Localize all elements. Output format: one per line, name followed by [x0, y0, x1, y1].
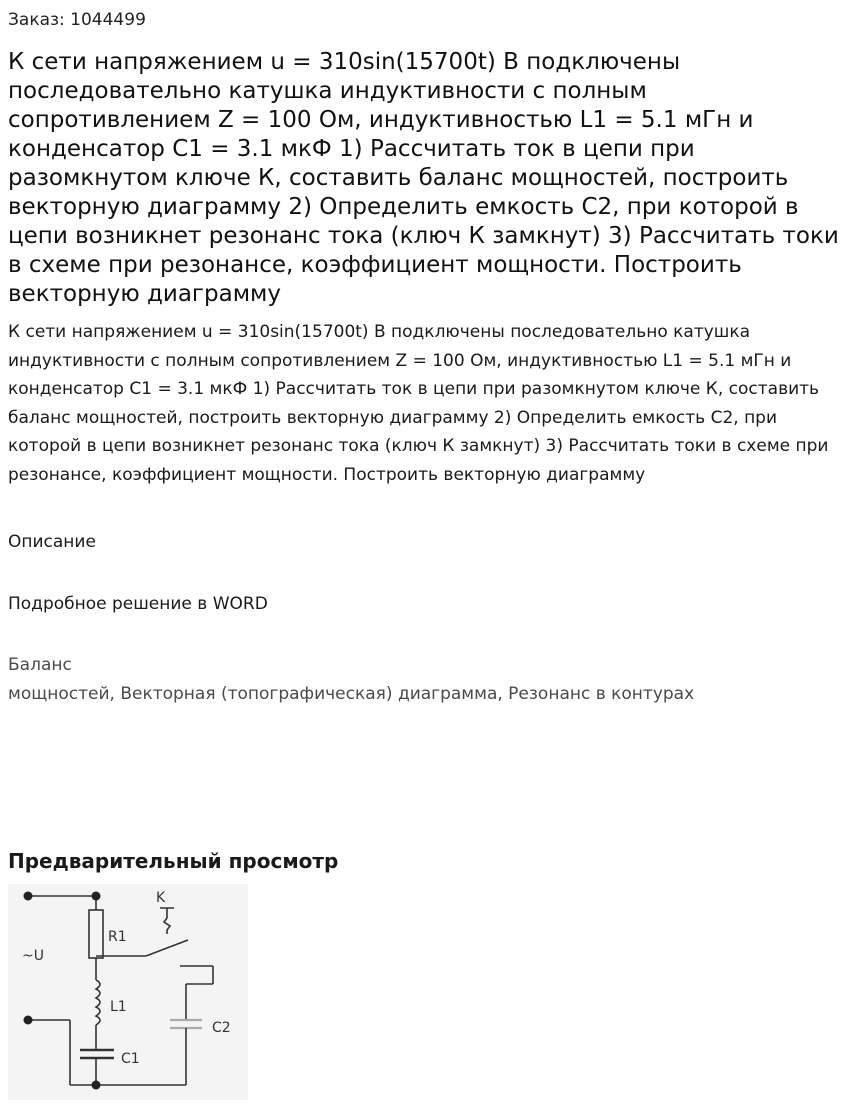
label-l1: L1 — [110, 999, 127, 1015]
terminal-bottom — [24, 1016, 33, 1025]
description-label: Описание — [8, 532, 96, 552]
tags-block — [8, 651, 842, 709]
solution-text: Подробное решение в WORD — [8, 594, 268, 614]
circuit-schematic — [8, 884, 248, 1100]
tags-line-2: мощностей, Векторная (топографическая) диаграмма, Резонанс в контурах — [8, 684, 695, 704]
preview-heading: Предварительный просмотр — [8, 849, 339, 873]
label-c1: C1 — [121, 1051, 140, 1067]
tags-line-1: Баланс — [8, 655, 72, 675]
node-bottom — [92, 1081, 101, 1090]
task-description: К сети напряжением u = 310sin(15700t) В подключены последовательно катушка индуктивности с полным сопротивлением Z = 100 Ом, индуктивностью L1 = 5.1 мГн и конденсатор C1 = 3.1 мкФ 1) Рассчитать ток в цепи при разомкнутом ключе К, составить баланс мощностей, построить векторную диаграмму 2) Определить емкость С2, при которой в цепи возникнет резонанс тока (ключ К замкнут) 3) Рассчитать токи в схеме при резонансе, коэффициент мощности. Построить векторную диаграмму — [8, 322, 829, 485]
order-number: Заказ: 1044499 — [8, 10, 146, 30]
inductor-l1 — [96, 980, 100, 1025]
node-top — [92, 892, 101, 901]
terminal-top — [24, 892, 33, 901]
label-c2: C2 — [212, 1020, 231, 1036]
switch-k-blade — [146, 940, 188, 956]
preview-image[interactable] — [8, 884, 248, 1100]
label-k: K — [156, 890, 166, 906]
label-source: ~U — [22, 948, 44, 964]
task-title: К сети напряжением u = 310sin(15700t) В подключены последовательно катушка индуктивности с полным сопротивлением Z = 100 Ом, индуктивностью L1 = 5.1 мГн и конденсатор C1 = 3.1 мкФ 1) Рассчитать ток в цепи при разомкнутом ключе К, составить баланс мощностей, построить векторную диаграмму 2) Определить емкость С2, при которой в цепи возникнет резонанс тока (ключ К замкнут) 3) Рассчитать токи в схеме при резонансе, коэффициент мощности. Построить векторную диаграмму — [8, 49, 839, 307]
switch-k-actuator — [160, 908, 174, 934]
resistor-r1 — [89, 910, 103, 958]
label-r1: R1 — [108, 929, 127, 945]
